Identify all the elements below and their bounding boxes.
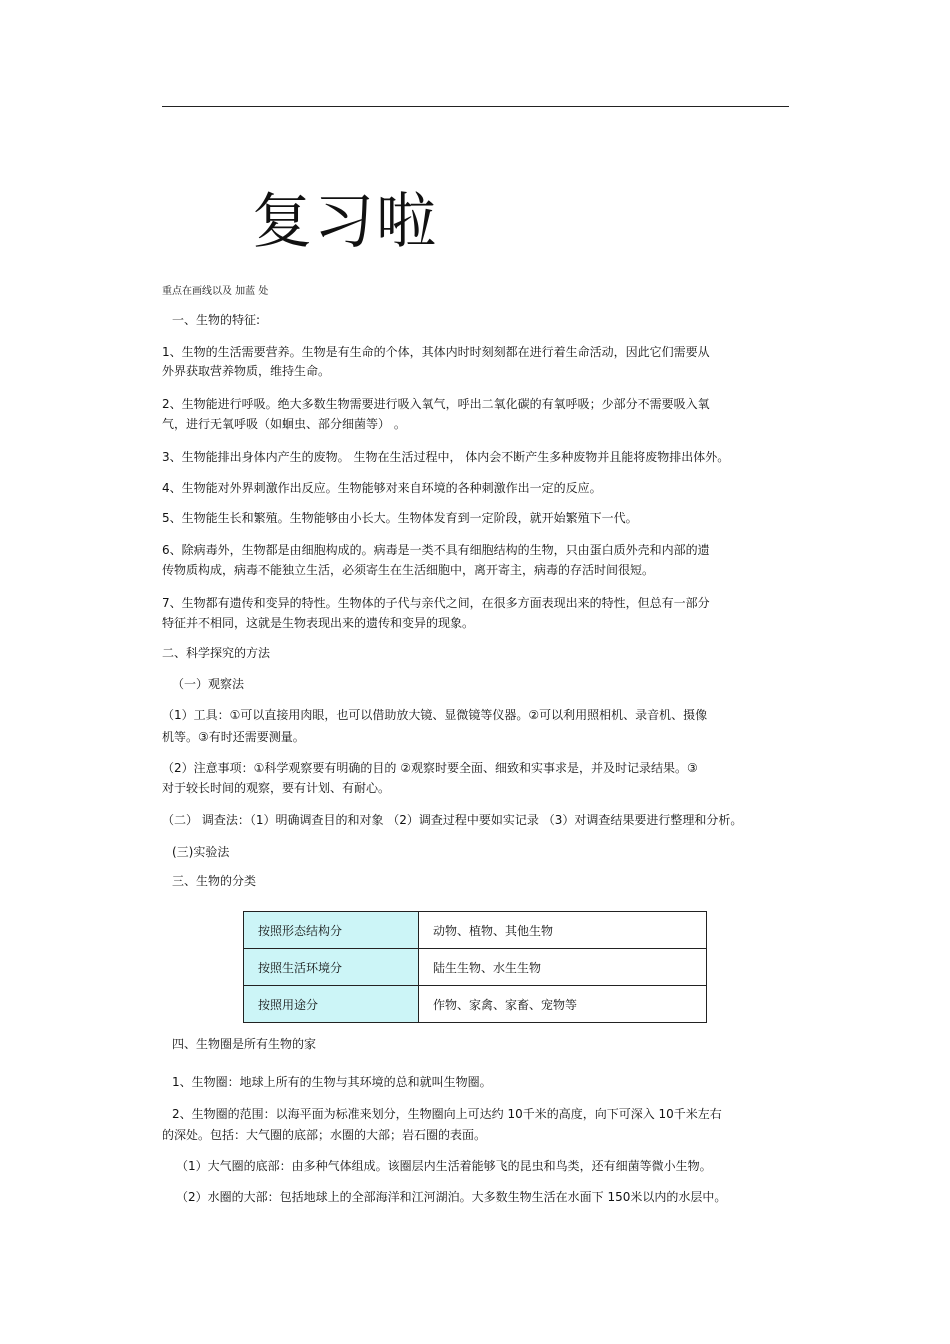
table-row (244, 949, 707, 986)
p6-line1: 6、除病毒外，生物都是由细胞构成的。病毒是一类不具有细胞结构的生物，只由蛋白质外壳和内部的遗 (162, 543, 710, 557)
table-cell-result: 作物、家禽、家畜、宠物等 (419, 986, 707, 1023)
notes-line2: 对于较长时间的观察，要有计划、有耐心。 (162, 781, 391, 795)
page-title: 复习啦 (252, 187, 438, 257)
tools-line2: 机等。③有时还需要测量。 (162, 730, 305, 744)
observation-heading: （一）观察法 (172, 677, 245, 691)
classification-table (243, 911, 707, 1023)
highlight-note: 重点在画线以及 加蓝 处 (162, 286, 269, 297)
p2-line2: 气，进行无氧呼吸（如蛔虫、部分细菌等） 。 (162, 417, 406, 431)
table-row (244, 912, 707, 949)
table-row (244, 986, 707, 1023)
p7-line1: 7、生物都有遗传和变异的特性。生物体的子代与亲代之间，在很多方面表现出来的特性，但总有一部分 (162, 596, 710, 610)
header-rule (162, 106, 789, 107)
table-cell-result: 动物、植物、其他生物 (419, 912, 707, 949)
p3: 3、生物能排出身体内产生的废物。 生物在生活过程中， 体内会不断产生多种废物并且能将废物排出体外。 (162, 450, 730, 464)
p7-line2: 特征并不相同，这就是生物表现出来的遗传和变异的现象。 (162, 616, 475, 630)
p1-line2: 外界获取营养物质，维持生命。 (162, 364, 331, 378)
experiment-method: (三)实验法 (172, 845, 230, 859)
hydrosphere-majority: （2）水圈的大部：包括地球上的全部海洋和江河湖泊。大多数生物生活在水面下 150米以内的水层中。 (176, 1190, 727, 1204)
notes-line1: （2）注意事项：①科学观察要有明确的目的 ②观察时要全面、细致和实事求是，并及时记录结果。③ (162, 761, 698, 775)
biosphere-range-line2: 的深处。包括：大气圈的底部；水圈的大部；岩石圈的表面。 (162, 1128, 487, 1142)
p4: 4、生物能对外界刺激作出反应。生物能够对来自环境的各种刺激作出一定的反应。 (162, 481, 602, 495)
atmosphere-bottom: （1）大气圈的底部：由多种气体组成。该圈层内生活着能够飞的昆虫和鸟类，还有细菌等微小生物。 (176, 1159, 712, 1173)
section-4-heading: 四、生物圈是所有生物的家 (172, 1037, 317, 1051)
table-cell-result: 陆生生物、水生生物 (419, 949, 707, 986)
survey-method: （二） 调查法：（1）明确调查目的和对象 （2）调查过程中要如实记录 （3）对调查结果要进行整理和分析。 (162, 813, 743, 827)
table-cell-basis: 按照形态结构分 (244, 912, 419, 949)
section-1-heading: 一、生物的特征: (172, 313, 261, 327)
tools-line1: （1）工具：①可以直接用肉眼，也可以借助放大镜、显微镜等仪器。②可以利用照相机、录音机、摄像 (162, 708, 708, 722)
section-3-heading: 三、生物的分类 (172, 874, 257, 888)
p6-line2: 传物质构成，病毒不能独立生活，必须寄生在生活细胞中，离开寄主，病毒的存活时间很短。 (162, 563, 655, 577)
p1-line1: 1、生物的生活需要营养。生物是有生命的个体，其体内时时刻刻都在进行着生命活动，因此它们需要从 (162, 345, 710, 359)
biosphere-range-line1: 2、生物圈的范围：以海平面为标准来划分，生物圈向上可达约 10千米的高度，向下可深入 10千米左右 (172, 1107, 722, 1121)
p5: 5、生物能生长和繁殖。生物能够由小长大。生物体发育到一定阶段，就开始繁殖下一代。 (162, 511, 638, 525)
section-2-heading: 二、科学探究的方法 (162, 646, 271, 660)
p2-line1: 2、生物能进行呼吸。绝大多数生物需要进行吸入氧气，呼出二氧化碳的有氧呼吸；少部分不需要吸入氧 (162, 397, 710, 411)
table-cell-basis: 按照生活环境分 (244, 949, 419, 986)
biosphere-definition: 1、生物圈：地球上所有的生物与其环境的总和就叫生物圈。 (172, 1075, 492, 1089)
table-cell-basis: 按照用途分 (244, 986, 419, 1023)
